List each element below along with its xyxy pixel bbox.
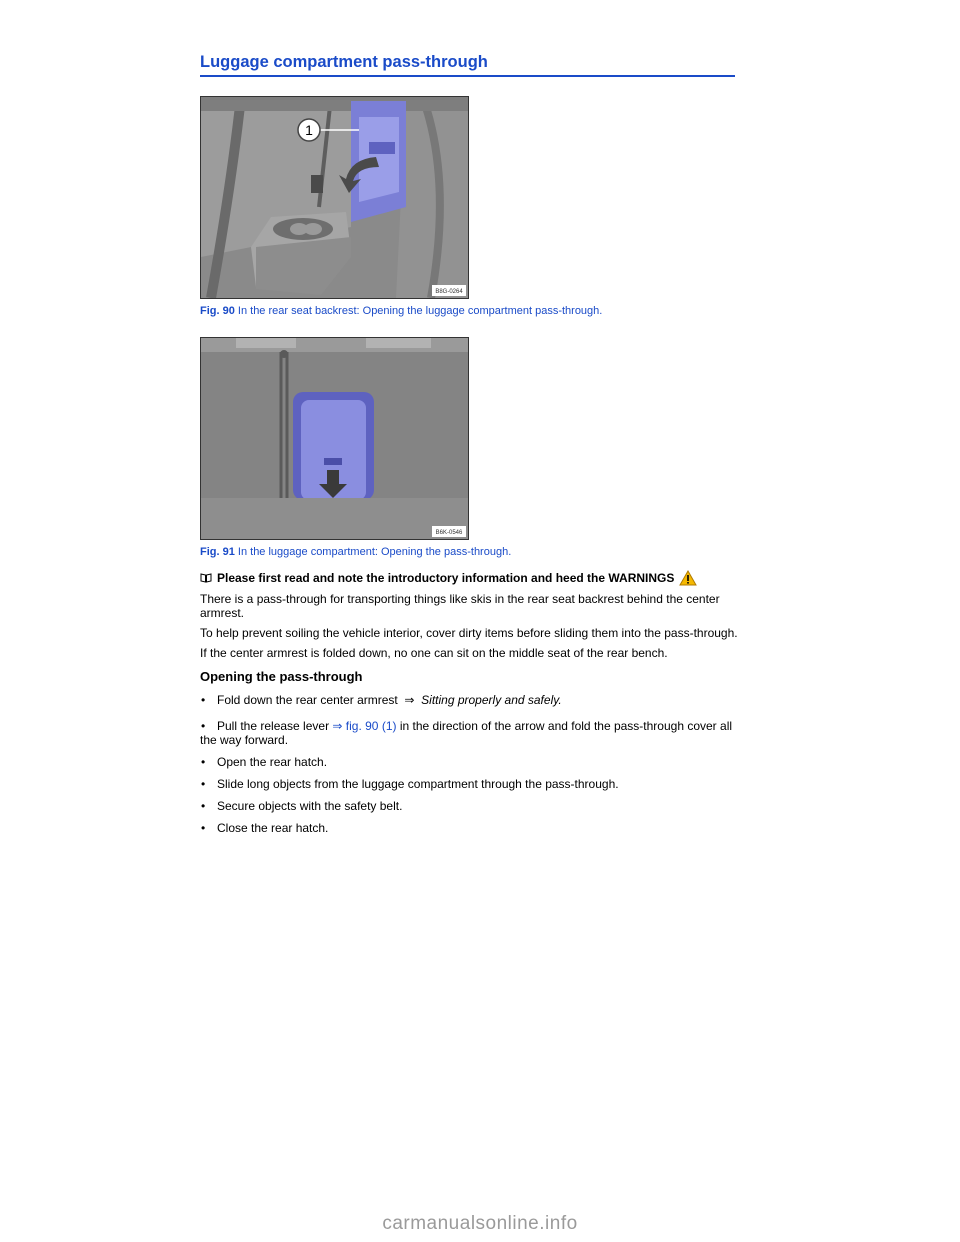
- figure-91-label: Fig. 91: [200, 546, 235, 558]
- intro-note-text: Please first read and note the introductory information and heed the WARNINGS: [217, 571, 675, 585]
- list-item: • Open the rear hatch.: [200, 755, 745, 769]
- list-item: • Secure objects with the safety belt.: [200, 799, 745, 813]
- figure-90-label: Fig. 90: [200, 305, 235, 317]
- link-fig-90[interactable]: ⇒ fig. 90 (1): [332, 719, 397, 733]
- steps-list: [200, 693, 745, 843]
- figure-90-code: B8G-0264: [435, 289, 463, 295]
- figure-91-image: [200, 337, 469, 540]
- watermark: carmanualsonline.info: [382, 1213, 578, 1234]
- figure-90-caption-text: In the rear seat backrest: Opening the luggage compartment pass-through.: [237, 305, 603, 317]
- paragraph-pass-through: There is a pass-through for transporting things like skis in the rear seat backrest behind the center armrest.: [200, 592, 720, 620]
- page-title: Luggage compartment pass-through: [200, 52, 735, 77]
- list-item: • Pull the release lever ⇒ fig. 90 (1) in the direction of the arrow and fold the pass-through cover all the way forward.: [200, 719, 745, 747]
- figure-90-caption: [200, 304, 602, 318]
- list-item: • Fold down the rear center armrest ⇒ Sitting properly and safely.: [200, 693, 745, 707]
- list-item: • Close the rear hatch.: [200, 821, 745, 835]
- warning-icon[interactable]: [679, 570, 697, 586]
- link-sitting-properly[interactable]: Sitting properly and safely.: [421, 693, 562, 707]
- figure-90-image: [200, 96, 469, 299]
- section-heading: Opening the pass-through: [200, 669, 363, 684]
- intro-note: [200, 570, 745, 586]
- paragraph-soiling: To help prevent soiling the vehicle interior, cover dirty items before sliding them into the pass-through.: [200, 626, 738, 640]
- figure-91-caption: [200, 545, 511, 559]
- figure-91-code: B6K-0546: [435, 530, 463, 536]
- figure-90-callout: 1: [305, 122, 313, 138]
- figure-91-caption-text: In the luggage compartment: Opening the pass-through.: [237, 546, 512, 558]
- list-item: • Slide long objects from the luggage compartment through the pass-through.: [200, 777, 745, 791]
- paragraph-armrest: If the center armrest is folded down, no one can sit on the middle seat of the rear bench.: [200, 646, 668, 660]
- book-icon: [200, 573, 212, 583]
